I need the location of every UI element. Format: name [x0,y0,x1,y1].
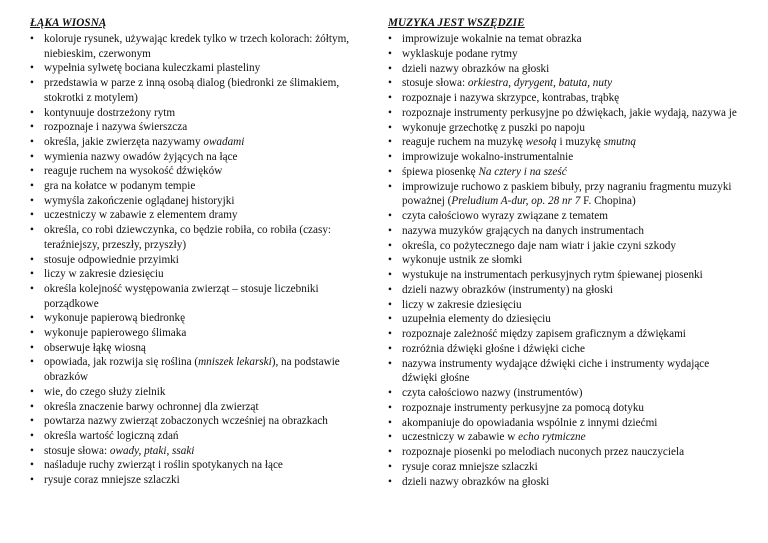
list-item [388,401,738,416]
list-item-text: wykonuje grzechotkę z puszki po napoju [402,121,585,134]
list-item [388,327,738,342]
list-item-text: uczestniczy w zabawie z elementem dramy [44,209,238,222]
list-item-text: akompaniuje do opowiadania wspólnie z innymi dziećmi [402,416,658,429]
list-item [388,475,738,490]
list-item [388,91,738,106]
list-item-text: nazywa muzyków grających na danych instrumentach [402,224,644,237]
list-item [30,194,370,209]
list-item [30,311,370,326]
list-item [388,460,738,475]
list-item-text: rozpoznaje i nazywa świerszcza [44,121,188,134]
list-item-italic-text: mniszek lekarski [198,356,272,369]
list-item-text: czyta całościowo nazwy (instrumentów) [402,387,583,399]
list-item [388,268,738,283]
list-item-text: określa znaczenie barwy ochronnej dla zwierząt [44,400,259,413]
section-title-laka-wiosna: ŁĄKA WIOSNĄ [30,17,107,29]
list-item [30,61,370,76]
list-item-italic-text: wesołą [525,136,557,149]
list-item [30,355,370,384]
list-item [30,120,370,135]
list-item-italic-text: owady, ptaki, ssaki [109,444,195,457]
list-item [30,223,370,252]
list-item-text: rozpoznaje instrumenty perkusyjne za pomocą dotyku [402,401,645,414]
list-item-text: określa, jakie zwierzęta nazywamy [44,135,204,148]
list-item [388,342,738,357]
list-item [388,62,738,77]
list-item-text: stosuje słowa: [402,77,468,90]
list-item [30,444,370,459]
list-item-text: powtarza nazwy zwierząt zobaczonych wcześniej na obrazkach [44,415,328,428]
list-item [30,253,370,268]
list-item-text: kontynuuje dostrzeżony rytm [44,106,176,119]
list-item [30,385,370,400]
list-item-text: dzieli nazwy obrazków na głoski [402,62,550,75]
list-item-text: opowiada, jak rozwija się roślina ( [44,356,199,369]
list-item-text: reaguje ruchem na muzykę [402,136,526,149]
list-item [388,357,738,387]
list-item-text: rozpoznaje i nazywa skrzypce, kontrabas, trąbkę [402,92,620,104]
list-item [30,429,370,444]
list-item-italic-text: smutną [603,136,636,149]
list-item [388,253,738,268]
list-item-text: czyta całościowo wyrazy związane z tematem [402,210,608,222]
list-item-italic-text: orkiestra, dyrygent, batuta, nuty [467,77,613,90]
list-item-italic-text: echo rytmiczne [518,431,586,444]
list-item [388,386,738,401]
list-item [30,164,370,179]
list-item [388,224,738,239]
list-item-text: improwizuje ruchowo z paskiem bibuły, przy nagraniu fragmentu muzyki poważnej ( [402,180,732,208]
list-item-text: rysuje coraz mniejsze szlaczki [44,474,180,487]
list-item-text: gra na kołatce w podanym tempie [44,180,196,193]
list-item-text: liczy w zakresie dziesięciu [402,298,522,311]
list-item-text: rozpoznaje zależność między zapisem graficznym a dźwiękami [402,328,686,340]
list-item-italic-text: Na cztery i na sześć [478,165,567,178]
list-item-text: wymienia nazwy owadów żyjących na łące [44,150,238,163]
list-item-text: reaguje ruchem na wysokość dźwięków [44,165,223,178]
list-item [30,414,370,429]
list-item [30,150,370,165]
list-item-text: dzieli nazwy obrazków (instrumenty) na głoski [402,283,613,296]
list-item-text: naśladuje ruchy zwierząt i roślin spotykanych na łące [44,459,283,472]
left-column [30,17,370,488]
list-item-text: określa kolejność występowania zwierząt – stosuje liczebniki porządkowe [44,282,319,310]
left-skill-list [30,32,370,488]
list-item-text: nazywa instrumenty wydające dźwięki ciche i instrumenty wydające dźwięki głośne [402,357,710,385]
list-item-text: rysuje coraz mniejsze szlaczki [402,460,538,473]
list-item [388,445,738,460]
list-item-text: wymyśla zakończenie oglądanej historyjki [44,194,235,207]
list-item-text: i muzykę [556,136,604,149]
list-item-text: wykonuje papierową biedronkę [44,312,186,325]
list-item-italic-text: owadami [203,135,245,148]
list-item-text: liczy w zakresie dziesięciu [44,268,164,281]
list-item [30,282,370,311]
list-item-text: rozpoznaje piosenki po melodiach nuconych przez nauczyciela [402,446,685,458]
list-item [388,430,738,445]
list-item-text: uzupełnia elementy do dziesięciu [402,313,551,326]
list-item-text: obserwuje łąkę wiosną [44,341,146,354]
list-item [30,326,370,341]
list-item [388,47,738,62]
list-item [30,267,370,282]
section-title-muzyka-jest-wszedzie: MUZYKA JEST WSZĘDZIE [388,17,525,29]
list-item [30,32,370,61]
list-item-text: koloruje rysunek, używając kredek tylko w trzech kolorach: żółtym, niebieskim, czerwonym [44,33,350,60]
list-item [388,312,738,327]
list-item-text: uczestniczy w zabawie w [402,431,519,444]
list-item-text: wypełnia sylwetę bociana kuleczkami plasteliny [44,62,261,75]
list-item [30,208,370,223]
list-item-text: dzieli nazwy obrazków na głoski [402,475,550,488]
list-item [30,179,370,194]
right-column [388,17,738,489]
list-item-text: rozróżnia dźwięki głośne i dźwięki ciche [402,342,585,355]
list-item-text: śpiewa piosenkę [402,165,479,178]
list-item-text: F. Chopina) [580,195,636,208]
list-item-text: określa, co pożytecznego daje nam wiatr i jakie czyni szkody [402,239,676,252]
list-item-text: stosuje słowa: [44,444,110,457]
list-item-text: wykonuje papierowego ślimaka [44,327,187,340]
list-item [388,106,738,121]
list-item-text: stosuje odpowiednie przyimki [44,253,179,266]
list-item [388,32,738,47]
list-item-text: ), na podstawie obrazków [44,356,340,384]
list-item [30,76,370,105]
right-skill-list [388,32,738,489]
list-item [30,106,370,121]
list-item [388,121,738,136]
list-item-italic-text: Preludium A-dur, op. 28 nr 7 [451,195,581,208]
list-item-text: wystukuje na instrumentach perkusyjnych rytm śpiewanej piosenki [402,269,703,281]
list-item-text: rozpoznaje instrumenty perkusyjne po dźwiękach, jakie wydają, nazywa je [402,106,737,119]
list-item-text: improwizuje wokalnie na temat obrazka [402,33,582,45]
list-item [388,165,738,180]
list-item-text: wie, do czego służy zielnik [44,385,166,398]
list-item-text: improwizuje wokalno-instrumentalnie [402,151,574,163]
list-item [388,239,738,254]
list-item-text: przedstawia w parze z inną osobą dialog (biedronki ze ślimakiem, stokrotki z motylem) [44,77,340,104]
list-item-text: określa, co robi dziewczynka, co będzie robiła, co robiła (czasy: teraźniejszy, przeszły, przyszły) [44,224,332,251]
list-item [388,76,738,91]
list-item-text: wyklaskuje podane rytmy [402,47,518,60]
list-item [388,150,738,165]
list-item [388,298,738,313]
list-item [388,416,738,431]
list-item [388,209,738,224]
list-item [30,341,370,356]
list-item-text: wykonuje ustnik ze słomki [402,254,523,267]
list-item [388,283,738,298]
list-item [30,473,370,488]
list-item-text: określa wartość logiczną zdań [44,429,179,442]
list-item [30,135,370,150]
list-item [388,180,738,210]
list-item [388,135,738,150]
list-item [30,400,370,415]
list-item [30,458,370,473]
